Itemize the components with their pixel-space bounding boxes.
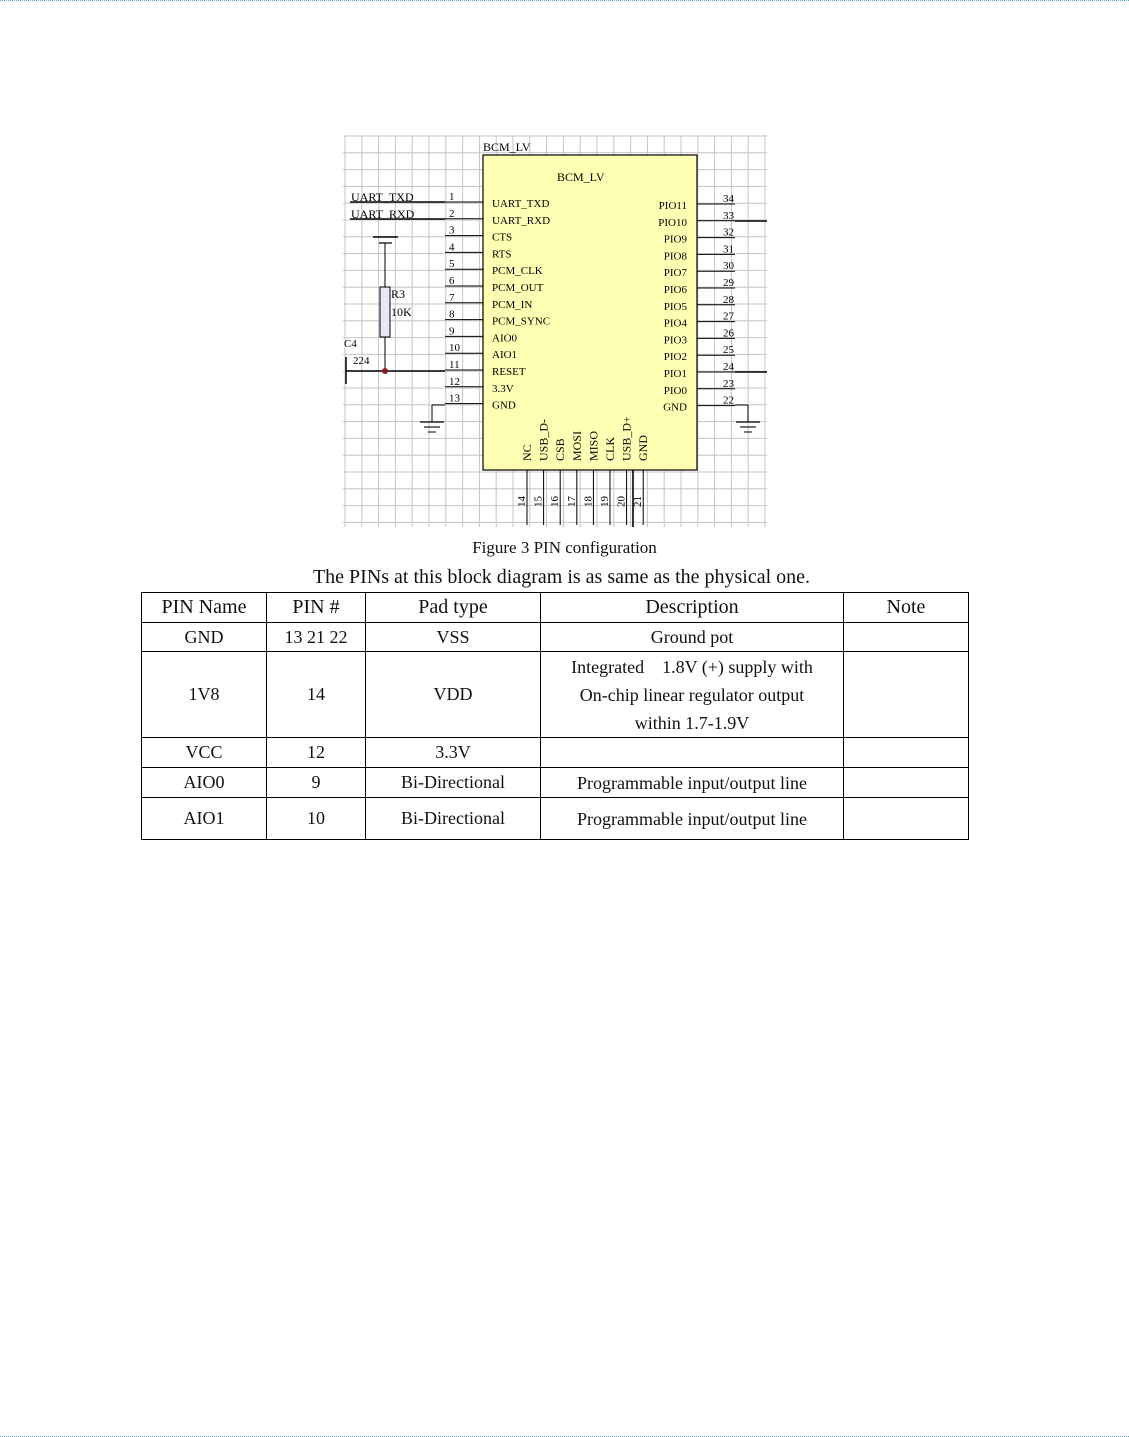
pin-name: NC — [520, 444, 534, 461]
description-line: Ground pot — [650, 627, 734, 647]
table-header-row — [142, 593, 969, 623]
description-line: Programmable input/output line — [577, 808, 807, 829]
pin-number: 21 — [632, 496, 645, 507]
pin-number: 25 — [723, 344, 734, 357]
pin-number: 8 — [449, 308, 455, 321]
pin-number: 20 — [615, 496, 628, 507]
pin-name: GND — [636, 435, 651, 461]
pin-name: RTS — [492, 248, 512, 261]
pin-number: 31 — [723, 243, 734, 256]
pin-name: PCM_CLK — [492, 265, 543, 278]
pad-type-cell: 3.3V — [366, 738, 541, 768]
pin-name: PIO4 — [663, 317, 687, 330]
pin-name: PIO11 — [658, 200, 687, 212]
table-row — [142, 738, 969, 768]
pin-name: PIO5 — [663, 300, 687, 313]
pin-table-body — [142, 623, 969, 840]
pin-number: 4 — [449, 241, 455, 254]
header-pad-type: Pad type — [366, 593, 541, 623]
pin-number-cell: 12 — [267, 738, 366, 768]
note-cell — [844, 623, 969, 652]
description-cell — [541, 623, 844, 652]
pin-number: 33 — [723, 209, 734, 222]
pin-name: PIO0 — [663, 384, 687, 397]
table-row — [142, 768, 969, 798]
pin-number: 9 — [449, 325, 455, 338]
pin-name: PIO8 — [663, 250, 687, 263]
net-label-uart-rxd — [350, 207, 445, 221]
pin-number: 15 — [532, 496, 545, 507]
description-line: within 1.7-1.9V — [634, 712, 750, 733]
description-line: On-chip linear regulator output — [579, 684, 805, 705]
pin-name: PIO2 — [663, 351, 687, 364]
table-row — [142, 652, 969, 738]
capacitor-ref: C4 — [344, 338, 357, 350]
pin-number: 18 — [582, 496, 595, 507]
pin-number: 1 — [449, 191, 455, 203]
pin-name: AIO0 — [492, 332, 518, 345]
pin-number: 27 — [723, 310, 734, 323]
pad-type-cell: VSS — [366, 623, 541, 652]
pin-name-cell: AIO0 — [142, 768, 267, 798]
pin-number: 11 — [449, 359, 460, 371]
pin-number: 29 — [723, 277, 734, 289]
pin-number-cell: 14 — [267, 652, 366, 738]
resistor-ref: R3 — [391, 287, 406, 301]
pin-number-cell: 10 — [267, 798, 366, 840]
pin-name: MOSI — [569, 430, 584, 461]
pin-number: 12 — [449, 375, 460, 388]
pin-name: PCM_OUT — [492, 282, 544, 294]
pin-name: USB_D+ — [619, 416, 634, 461]
pin-number: 6 — [449, 275, 455, 287]
pin-number: 34 — [723, 193, 734, 205]
resistor-r3 — [380, 287, 390, 337]
pin-number: 24 — [723, 361, 734, 373]
description-line: Integrated 1.8V (+) supply with — [571, 656, 813, 677]
pad-type-cell: VDD — [366, 652, 541, 738]
top-page-rule — [0, 0, 1129, 1]
pin-name: PIO3 — [663, 334, 687, 347]
pin-name: CSB — [553, 438, 568, 461]
header-description: Description — [541, 593, 844, 623]
pin-name-cell: VCC — [142, 738, 267, 768]
pin-name: PCM_SYNC — [492, 315, 551, 328]
pin-name: PIO6 — [663, 284, 687, 296]
net-label-uart-rxd-text: UART_RXD — [351, 207, 415, 221]
header-pin-number: PIN # — [267, 593, 366, 623]
chip-ref-label: BCM_LV — [483, 140, 531, 154]
pin-name: AIO1 — [492, 349, 518, 362]
pin-number-cell: 9 — [267, 768, 366, 798]
pin-name: PCM_IN — [492, 298, 533, 311]
pin-name: CLK — [603, 437, 617, 461]
capacitor-value: 224 — [353, 355, 370, 367]
pin-number: 17 — [565, 496, 578, 507]
intro-text: The PINs at this block diagram is as same as the physical one. — [312, 566, 811, 588]
pin-name: CTS — [492, 231, 513, 244]
pin-number: 13 — [449, 392, 460, 405]
net-label-uart-txd-text: UART_TXD — [351, 190, 414, 204]
description-cell — [541, 738, 844, 768]
pin-number: 23 — [723, 377, 734, 390]
pin-name: USB_D- — [536, 418, 551, 461]
pin-number: 16 — [549, 496, 562, 507]
pin-number: 32 — [723, 226, 734, 239]
pin-name: GND — [492, 399, 516, 412]
pin-number: 10 — [449, 342, 460, 355]
pin-name-cell: 1V8 — [142, 652, 267, 738]
chip-part-label: BCM_LV — [557, 170, 605, 184]
pin-name: 3.3V — [492, 382, 514, 395]
net-label-uart-txd — [350, 190, 445, 204]
pin-table — [141, 592, 969, 840]
pin-name: PIO9 — [663, 233, 687, 246]
pad-type-cell: Bi-Directional — [366, 798, 541, 840]
pin-name: RESET — [492, 366, 526, 378]
ground-symbol-left — [420, 405, 445, 432]
pin-name: PIO10 — [658, 216, 687, 229]
ground-symbol-right — [735, 405, 760, 432]
description-cell — [541, 768, 844, 798]
pin-number: 19 — [599, 496, 611, 507]
pin-configuration-schematic — [343, 135, 767, 527]
pin-number: 28 — [723, 293, 734, 306]
pin-number-cell: 13 21 22 — [267, 623, 366, 652]
table-row — [142, 798, 969, 840]
pin-number: 3 — [449, 224, 455, 237]
pin-number: 5 — [449, 258, 455, 271]
pin-name: UART_RXD — [492, 214, 551, 227]
pin-name: GND — [663, 401, 687, 414]
note-cell — [844, 768, 969, 798]
pin-number: 26 — [723, 327, 734, 340]
description-line: Programmable input/output line — [577, 772, 807, 793]
note-cell — [844, 738, 969, 768]
description-cell — [541, 798, 844, 840]
header-note: Note — [844, 593, 969, 623]
note-cell — [844, 652, 969, 738]
figure-caption: Figure 3 PIN configuration — [472, 538, 657, 557]
pin-name: UART_TXD — [492, 198, 550, 210]
resistor-value: 10K — [391, 305, 412, 319]
pin-number: 2 — [449, 207, 455, 220]
pin-name-cell: GND — [142, 623, 267, 652]
pin-name: PIO7 — [663, 267, 687, 280]
pin-name-cell: AIO1 — [142, 798, 267, 840]
header-pin-name: PIN Name — [142, 593, 267, 623]
pin-name: PIO1 — [663, 368, 687, 380]
pin-number: 30 — [723, 260, 734, 273]
pad-type-cell: Bi-Directional — [366, 768, 541, 798]
pin-number: 22 — [723, 394, 734, 407]
pin-number: 7 — [449, 291, 455, 304]
pin-name: MISO — [586, 430, 601, 461]
description-cell — [541, 652, 844, 738]
reset-junction — [382, 368, 388, 374]
pin-number: 14 — [516, 496, 528, 507]
table-row — [142, 623, 969, 652]
note-cell — [844, 798, 969, 840]
